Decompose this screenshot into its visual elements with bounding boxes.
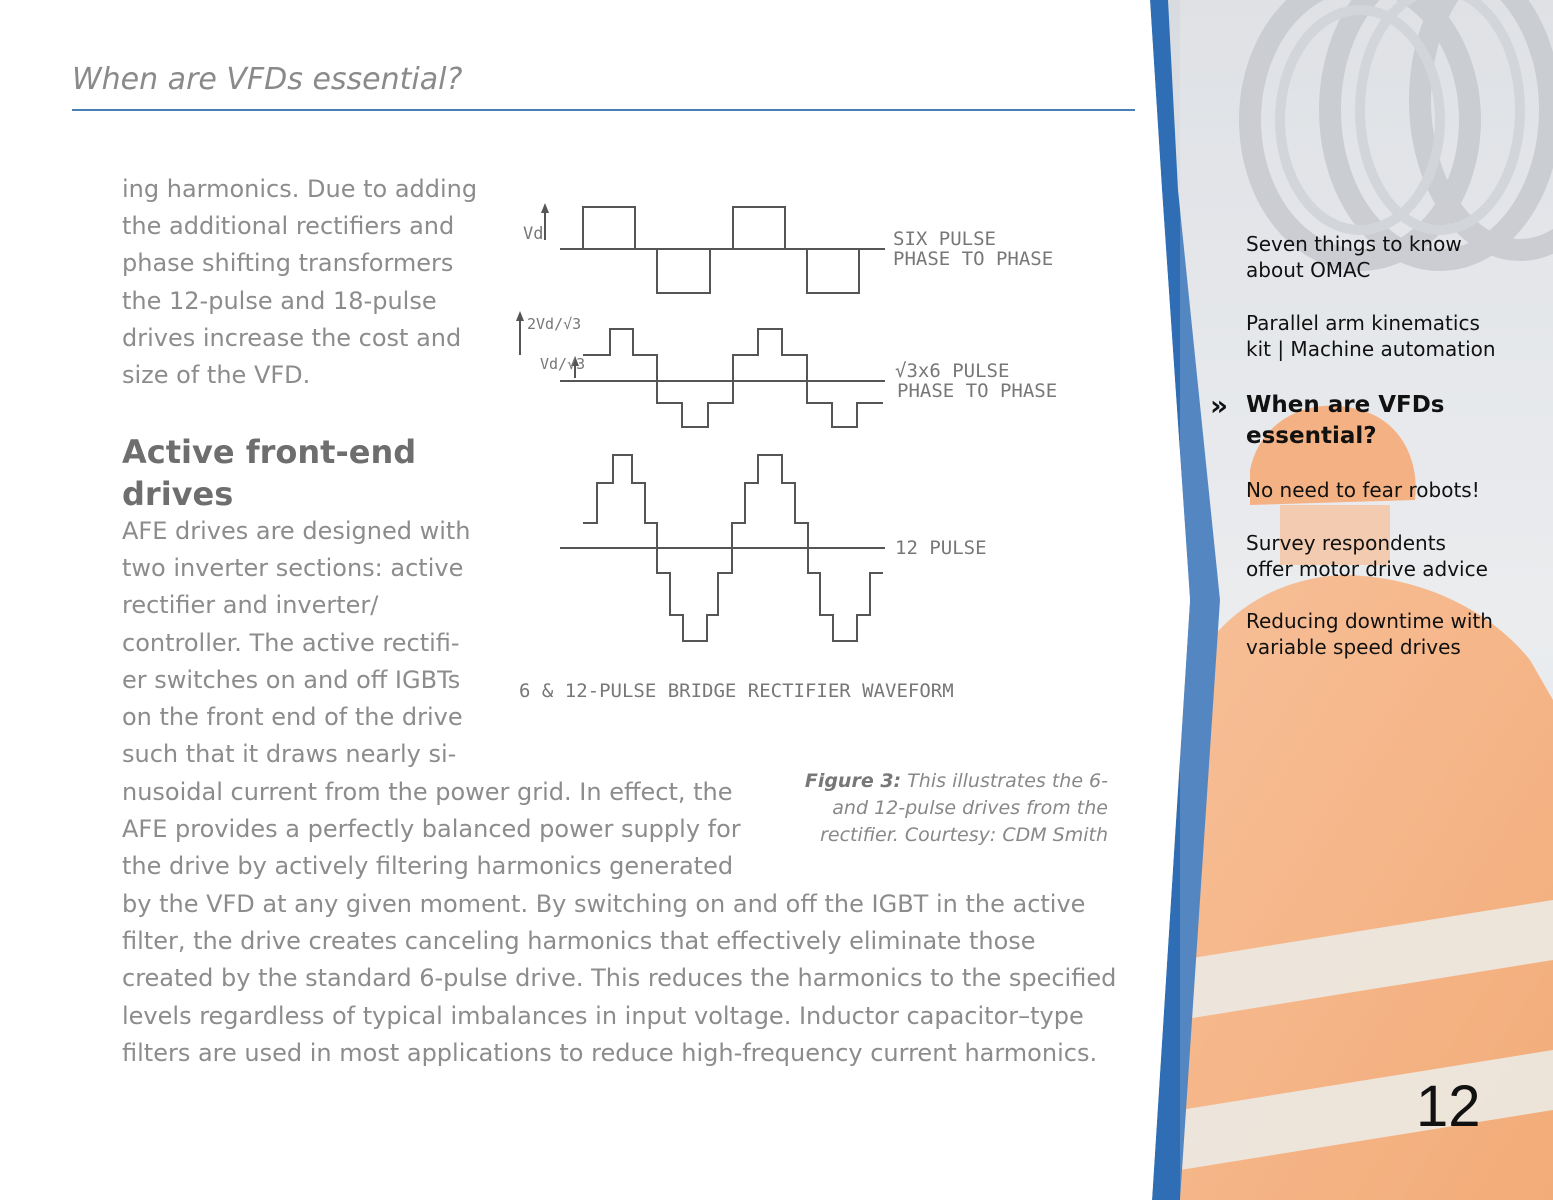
toc-item-label: Survey respondents	[1246, 531, 1446, 555]
toc-item-survey[interactable]	[1246, 531, 1546, 582]
page-number: 12	[1416, 1074, 1481, 1139]
root3-pulse-label-1: √3x6 PULSE	[895, 360, 1010, 382]
figure-caption	[778, 768, 1108, 849]
toc-item-downtime[interactable]	[1246, 609, 1546, 660]
toc-item-vfds-active[interactable]	[1210, 389, 1546, 452]
toc-item-label: When are VFDs	[1246, 392, 1445, 418]
rectifier-waveform-figure	[505, 195, 1095, 715]
sidebar-navigation	[1140, 0, 1553, 1200]
double-chevron-right-icon: »	[1210, 389, 1229, 422]
toc-item-label: Reducing downtime with	[1246, 609, 1493, 633]
toc-item-omac[interactable]	[1246, 232, 1546, 283]
toc-item-label: No need to fear robots!	[1246, 478, 1480, 502]
figure-title: 6 & 12-PULSE BRIDGE RECTIFIER WAVEFORM	[519, 680, 954, 702]
twelve-pulse-label: 12 PULSE	[895, 537, 987, 559]
section-heading: Active front-end drives	[122, 433, 417, 513]
body-paragraph-afe-2: nusoidal current from the power grid. In effect, the AFE provides a perfectly balanced power supply for the drive by actively filtering harmonics generated	[122, 778, 741, 881]
header-rule	[72, 109, 1135, 111]
toc-item-parallel-arm[interactable]	[1246, 311, 1546, 362]
body-paragraph-intro: ing harmonics. Due to adding the additional rectifiers and phase shifting transformers the 12-pulse and 18-pulse drives increase the cost and size of the VFD.	[122, 175, 478, 390]
sidebar-background-photo	[1140, 0, 1553, 1200]
toc-item-robots[interactable]	[1246, 478, 1546, 504]
caption-label: Figure 3:	[804, 770, 902, 792]
label-vd-root3: Vd/√3	[540, 355, 586, 373]
body-paragraph-afe-1: AFE drives are designed with two inverter sections: active rectifier and inverter/ controller. The active rectifi-er switches on and off IGBTs on the front end of the drive such that it draws nearly si-	[122, 517, 471, 769]
body-paragraph-afe-3: by the VFD at any given moment. By switching on and off the IGBT in the active filter, the drive creates canceling harmonics that effectively eliminate those created by the standard 6-pulse drive. This reduces the harmonics to the specified levels regardless of typical imbalances in input voltage. Inductor capacitor–type filters are used in most applications to reduce high-frequency current harmonics.	[122, 890, 1117, 1067]
toc-item-label: essential?	[1246, 423, 1377, 449]
caption-text: This illustrates the 6- and 12-pulse drives from the rectifier. Courtesy: CDM Smith	[820, 770, 1108, 846]
toc-item-label: about OMAC	[1246, 257, 1371, 282]
toc-item-label: variable speed drives	[1246, 634, 1461, 659]
six-pulse-label-2: PHASE TO PHASE	[893, 248, 1054, 270]
toc-item-label: offer motor drive advice	[1246, 556, 1488, 581]
toc-item-label: Parallel arm kinematics	[1246, 311, 1480, 335]
label-2vd: 2Vd/√3	[527, 315, 582, 333]
six-pulse-label-1: SIX PULSE	[893, 228, 996, 250]
toc-item-label: kit | Machine automation	[1246, 336, 1496, 361]
label-vd: Vd	[523, 224, 544, 244]
root3-pulse-label-2: PHASE TO PHASE	[897, 380, 1058, 402]
toc-item-label: Seven things to know	[1246, 232, 1462, 256]
running-head-title: When are VFDs essential?	[72, 62, 463, 97]
